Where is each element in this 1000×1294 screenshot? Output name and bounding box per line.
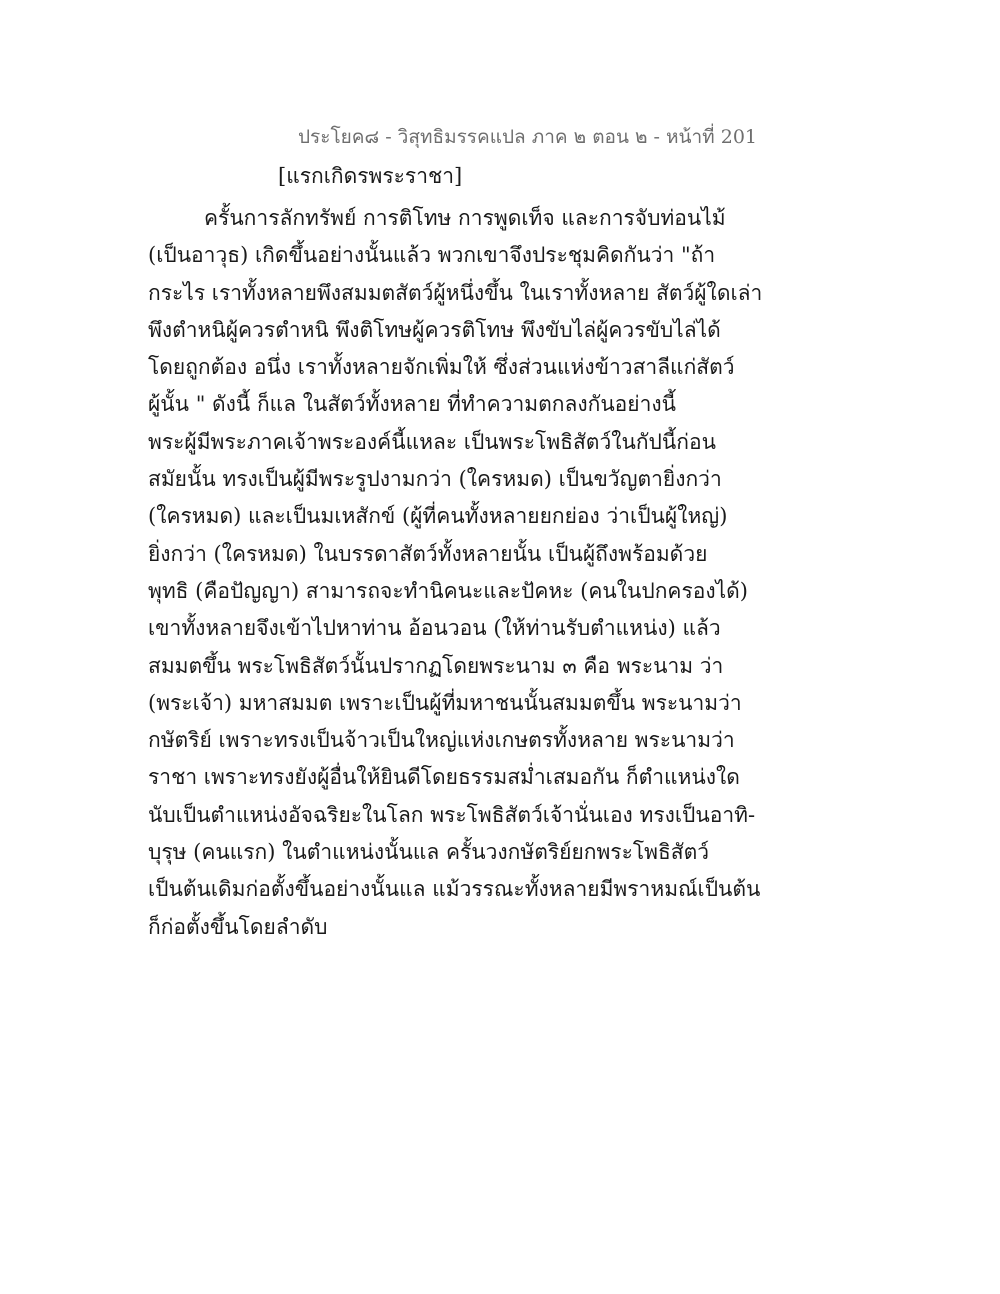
text-line: ครั้นการลักทรัพย์ การติโทษ การพูดเท็จ และการจับท่อนไม้ — [204, 206, 726, 230]
page-running-header: ประโยค๘ - วิสุทธิมรรคแปล ภาค ๒ ตอน ๒ - หน้าที่ 201 — [298, 126, 758, 148]
text-line: สมัยนั้น ทรงเป็นผู้มีพระรูปงามกว่า (ใครหมด) เป็นขวัญตายิ่งกว่า — [148, 467, 722, 492]
text-line: ผู้นั้น " ดังนี้ ก็แล ในสัตว์ทั้งหลาย ที่ทำความตกลงกันอย่างนี้ — [148, 392, 676, 417]
body-text — [148, 200, 762, 946]
text-line: ราชา เพราะทรงยังผู้อื่นให้ยินดีโดยธรรมสม่ำเสมอกัน ก็ตำแหน่งใด — [148, 765, 740, 790]
text-line: นับเป็นตำแหน่งอัจฉริยะในโลก พระโพธิสัตว์เจ้านั่นเอง ทรงเป็นอาทิ- — [148, 802, 756, 827]
text-line: พึงตำหนิผู้ควรตำหนิ พึงติโทษผู้ควรติโทษ พึงขับไล่ผู้ควรขับไล่ได้ — [148, 317, 721, 342]
text-line: (เป็นอาวุธ) เกิดขึ้นอย่างนั้นแล้ว พวกเขาจึงประชุมคิดกันว่า "ถ้า — [148, 243, 716, 268]
text-line: สมมตขึ้น พระโพธิสัตว์นั้นปรากฏโดยพระนาม ๓ คือ พระนาม ว่า — [148, 653, 724, 678]
text-line: (ใครหมด) และเป็นมเหสักข์ (ผู้ที่คนทั้งหลายยกย่อง ว่าเป็นผู้ใหญ่) — [148, 504, 728, 529]
text-line: (พระเจ้า) มหาสมมต เพราะเป็นผู้ที่มหาชนนั้นสมมตขึ้น พระนามว่า — [148, 690, 742, 715]
text-line: กระไร เราทั้งหลายพึงสมมตสัตว์ผู้หนึ่งขึ้น ในเราทั้งหลาย สัตว์ผู้ใดเล่า — [148, 280, 763, 305]
text-line: เป็นต้นเดิมก่อตั้งขึ้นอย่างนั้นแล แม้วรรณะทั้งหลายมีพราหมณ์เป็นต้น — [148, 877, 761, 902]
text-line: ยิ่งกว่า (ใครหมด) ในบรรดาสัตว์ทั้งหลายนั้น เป็นผู้ถึงพร้อมด้วย — [148, 541, 708, 566]
section-heading: [แรกเกิดรพระราชา] — [278, 164, 463, 188]
text-line: เขาทั้งหลายจึงเข้าไปหาท่าน อ้อนวอน (ให้ท่านรับตำแหน่ง) แล้ว — [148, 616, 721, 641]
text-line: พุทธิ (คือปัญญา) สามารถจะทำนิคนะและปัคหะ (คนในปกครองได้) — [148, 578, 748, 603]
text-line: โดยถูกต้อง อนึ่ง เราทั้งหลายจักเพิ่มให้ ซึ่งส่วนแห่งข้าวสาลีแก่สัตว์ — [148, 355, 735, 380]
text-line: บุรุษ (คนแรก) ในตำแหน่งนั้นแล ครั้นวงกษัตริย์ยกพระโพธิสัตว์ — [148, 840, 710, 865]
text-line: พระผู้มีพระภาคเจ้าพระองค์นี้แหละ เป็นพระโพธิสัตว์ในกัปนี้ก่อน — [148, 429, 716, 454]
text-line: ก็ก่อตั้งขึ้นโดยลำดับ — [148, 914, 328, 939]
text-line: กษัตริย์ เพราะทรงเป็นจ้าวเป็นใหญ่แห่งเกษตรทั้งหลาย พระนามว่า — [148, 728, 735, 753]
